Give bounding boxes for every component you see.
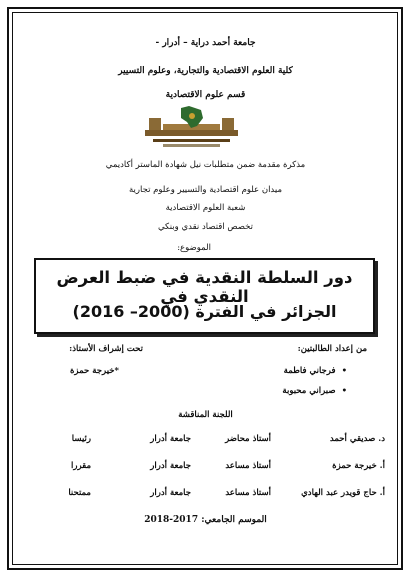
committee-member-name: د. صديقي أحمد xyxy=(329,434,385,444)
committee-member-name: أ. حاج قويدر عبد الهادي xyxy=(301,488,385,498)
department-name: قسم علوم الاقتصادية xyxy=(165,90,246,100)
committee-member-institution: جامعة أدرار xyxy=(150,461,191,471)
thesis-branch: شعبة العلوم الاقتصادية xyxy=(165,203,246,213)
committee-member-role: مقررا xyxy=(70,461,91,471)
committee-member-role: ممتحنا xyxy=(68,488,91,498)
committee-member-name: أ. خيرجة حمزة xyxy=(332,461,385,471)
supervisor-label: تحت إشراف الأستاذ: xyxy=(69,344,143,354)
committee-row xyxy=(20,488,391,500)
thesis-title-line1: دور السلطة النقدية في ضبط العرض النقدي في xyxy=(56,268,353,306)
subject-label: الموضوع: xyxy=(177,243,211,253)
university-name: جامعة أحمد دراية – أدرار - xyxy=(155,38,256,48)
academic-year: الموسم الجامعي: 2017-2018 xyxy=(144,515,267,525)
thesis-title-box xyxy=(34,258,375,334)
supervisor-name: *خيرجة حمزة xyxy=(69,366,119,376)
committee-member-institution: جامعة أدرار xyxy=(150,488,191,498)
committee-member-rank: أستاذ مساعد xyxy=(225,461,271,471)
committee-member-role: رئيسا xyxy=(71,434,91,444)
faculty-name: كلية العلوم الاقتصادية والتجارية، وعلوم التسيير xyxy=(118,66,293,76)
committee-member-institution: جامعة أدرار xyxy=(150,434,191,444)
students-label: من إعداد الطالبتين: xyxy=(297,344,367,354)
student-name: • فرجاني فاطمة xyxy=(284,366,347,376)
university-logo-emblem xyxy=(143,104,240,152)
committee-row xyxy=(20,434,391,446)
thesis-title-line2: الجزائر في الفترة (2000– 2016) xyxy=(72,302,337,321)
thesis-field: ميدان علوم اقتصادية والتسيير وعلوم تجارية xyxy=(128,185,283,195)
committee-member-rank: أستاذ محاضر xyxy=(225,434,271,444)
committee-member-rank: أستاذ مساعد xyxy=(225,488,271,498)
committee-label: اللجنة المناقشة xyxy=(178,410,233,420)
thesis-note: مذكرة مقدمة ضمن متطلبات نيل شهادة الماستر أكاديمي xyxy=(105,160,306,170)
thesis-specialty: تخصص اقتصاد نقدي وبنكي xyxy=(157,222,254,232)
committee-row xyxy=(20,461,391,473)
student-name: • صبراني محبوبة xyxy=(282,386,347,396)
